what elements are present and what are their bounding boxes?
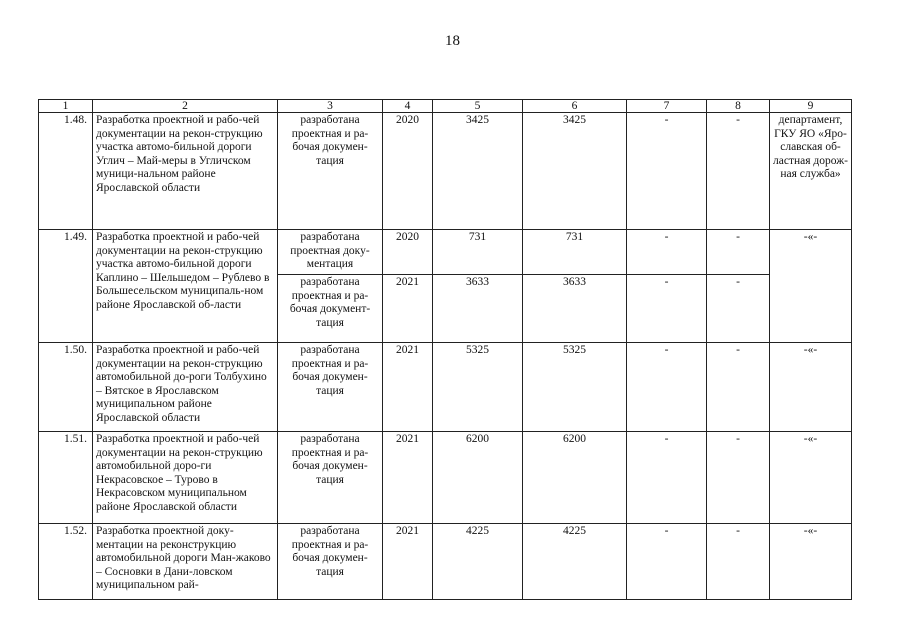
activity-name: Разработка проектной доку-ментации на реконструкцию автомобильной дороги Ман-жаково – Сосновки в Дани-ловском муниципальном рай- <box>93 524 278 600</box>
value-cell-6: 6200 <box>523 432 627 524</box>
value-cell-5: 3633 <box>433 275 523 343</box>
activity-name: Разработка проектной и рабо-чей документации на рекон-струкцию автомобильной доро-ги Некрасовское – Турово в Некрасовском муниципальном районе Ярославской области <box>93 432 278 524</box>
year-cell: 2021 <box>383 524 433 600</box>
value-cell-5: 731 <box>433 230 523 275</box>
header-cell: 6 <box>523 100 627 113</box>
value-cell-8: - <box>707 275 770 343</box>
result-cell: разработана проектная и ра-бочая докумен-тация <box>278 113 383 230</box>
header-cell: 9 <box>770 100 852 113</box>
table-row <box>39 343 852 432</box>
header-cell: 2 <box>93 100 278 113</box>
value-cell-6: 4225 <box>523 524 627 600</box>
value-cell-6: 3425 <box>523 113 627 230</box>
value-cell-8: - <box>707 524 770 600</box>
table-row <box>39 524 852 600</box>
row-number: 1.48. <box>39 113 93 230</box>
row-number: 1.49. <box>39 230 93 343</box>
value-cell-7: - <box>627 230 707 275</box>
value-cell-5: 4225 <box>433 524 523 600</box>
responsible-cell: -«- <box>770 343 852 432</box>
row-number: 1.52. <box>39 524 93 600</box>
header-cell: 1 <box>39 100 93 113</box>
header-cell: 8 <box>707 100 770 113</box>
value-cell-7: - <box>627 343 707 432</box>
row-number: 1.51. <box>39 432 93 524</box>
responsible-cell: -«- <box>770 230 852 343</box>
value-cell-7: - <box>627 275 707 343</box>
header-cell: 5 <box>433 100 523 113</box>
result-cell: разработана проектная и ра-бочая докумен-тация <box>278 524 383 600</box>
value-cell-6: 3633 <box>523 275 627 343</box>
value-cell-7: - <box>627 113 707 230</box>
program-table <box>38 99 852 600</box>
activity-name: Разработка проектной и рабо-чей документации на рекон-струкцию участка автомо-бильной дороги Углич – Май-меры в Угличском муници-нальном районе Ярославской области <box>93 113 278 230</box>
value-cell-8: - <box>707 230 770 275</box>
responsible-cell: -«- <box>770 432 852 524</box>
header-cell: 4 <box>383 100 433 113</box>
year-cell: 2020 <box>383 113 433 230</box>
year-cell: 2020 <box>383 230 433 275</box>
header-cell: 7 <box>627 100 707 113</box>
responsible-cell: департамент, ГКУ ЯО «Яро-славская об-ластная дорож-ная служба» <box>770 113 852 230</box>
activity-name: Разработка проектной и рабо-чей документации на рекон-струкцию участка автомо-бильной дороги Каплино – Шельшедом – Рублево в Большесельском муниципаль-ном районе Ярославской об-ласти <box>93 230 278 343</box>
value-cell-8: - <box>707 343 770 432</box>
result-cell: разработана проектная и ра-бочая докумен-тация <box>278 343 383 432</box>
row-number: 1.50. <box>39 343 93 432</box>
value-cell-5: 3425 <box>433 113 523 230</box>
value-cell-6: 731 <box>523 230 627 275</box>
value-cell-7: - <box>627 524 707 600</box>
value-cell-7: - <box>627 432 707 524</box>
header-row <box>39 100 852 113</box>
result-cell: разработана проектная доку-ментация <box>278 230 383 275</box>
value-cell-5: 6200 <box>433 432 523 524</box>
activity-name: Разработка проектной и рабо-чей документации на рекон-струкцию автомобильной до-роги Толбухино – Вятское в Ярославском муниципальном районе Ярославской области <box>93 343 278 432</box>
year-cell: 2021 <box>383 432 433 524</box>
page-number: 18 <box>445 33 460 49</box>
result-cell: разработана проектная и ра-бочая документ-тация <box>278 275 383 343</box>
header-cell: 3 <box>278 100 383 113</box>
responsible-cell: -«- <box>770 524 852 600</box>
value-cell-5: 5325 <box>433 343 523 432</box>
value-cell-8: - <box>707 113 770 230</box>
value-cell-8: - <box>707 432 770 524</box>
table-row <box>39 432 852 524</box>
year-cell: 2021 <box>383 275 433 343</box>
year-cell: 2021 <box>383 343 433 432</box>
table-row <box>39 230 852 275</box>
result-cell: разработана проектная и ра-бочая докумен-тация <box>278 432 383 524</box>
table-row <box>39 113 852 230</box>
value-cell-6: 5325 <box>523 343 627 432</box>
